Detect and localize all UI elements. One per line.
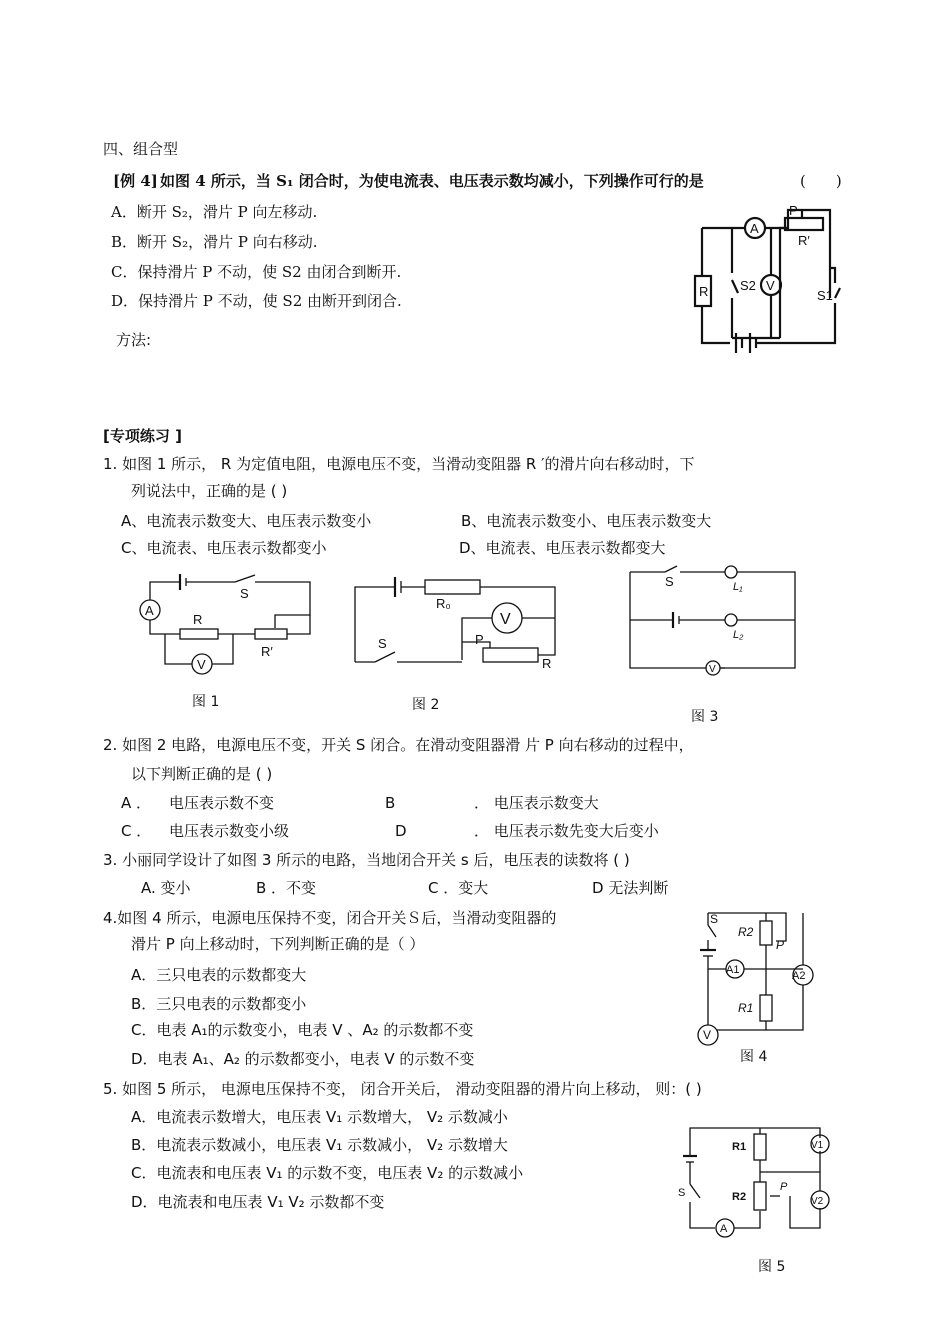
figure-2-circuit: [350, 570, 565, 680]
q4-line1: 4.如图 4 所示，电源电压保持不变，闭合开关Ｓ后，当滑动变阻器的: [103, 909, 557, 927]
fig4-p-label: P: [776, 938, 785, 952]
q2-option-b-letter: B: [385, 794, 396, 812]
practice-heading: [专项练习 ]: [103, 427, 182, 445]
fig4-r2-label: R2: [738, 925, 754, 939]
fig5-v2-label: V2: [811, 1196, 824, 1207]
q2-option-d: ． 电压表示数先变大后变小: [474, 822, 659, 840]
example-option-d: D．保持滑片 P 不动，使 S2 由断开到闭合.: [111, 292, 402, 310]
fig3-l1-label: L₁: [733, 581, 743, 593]
figure-3-caption: 图 3: [691, 709, 719, 725]
q4-option-b: B．三只电表的示数都变小: [131, 995, 307, 1013]
q3-option-d: D 无法判断: [592, 879, 669, 897]
q4-option-d: D．电表 A₁、A₂ 的示数都变小，电表 V 的示数不变: [131, 1050, 475, 1068]
fig1-r-label: R: [193, 612, 203, 627]
q1-option-d: D、电流表、电压表示数都变大: [459, 539, 666, 557]
fig-ex-ammeter-label: A: [750, 221, 759, 236]
method-label: 方法:: [116, 331, 152, 349]
fig5-p-label: P: [780, 1181, 788, 1193]
fig3-s-label: S: [665, 574, 674, 589]
q2-option-c-letter: C ．: [121, 822, 152, 840]
figure-5-caption: 图 5: [758, 1259, 786, 1275]
q3-option-c: C ．变大: [428, 879, 489, 897]
example-blank: ( ): [800, 172, 842, 190]
example-option-a: A．断开 S₂，滑片 P 向左移动.: [111, 203, 318, 221]
q4-line2: 滑片 P 向上移动时，下列判断正确的是（ ）: [131, 935, 425, 953]
q4-option-c: C．电表 A₁的示数变小，电表 V 、A₂ 的示数都不变: [131, 1021, 474, 1039]
fig1-rprime-label: R′: [261, 644, 273, 659]
section-heading: 四、组合型: [103, 140, 179, 158]
fig4-s-label: S: [710, 912, 719, 926]
q1-line1: 1. 如图 1 所示， R 为定值电阻，电源电压不变，当滑动变阻器 R ′的滑片向右移动时，下: [103, 455, 695, 473]
fig3-v-label: V: [709, 664, 716, 675]
fig-ex-s2-label: S2: [740, 278, 756, 293]
figure-4-caption: 图 4: [740, 1049, 768, 1065]
q2-line2: 以下判断正确的是 ( ): [131, 765, 273, 783]
q3-option-b: B ．不变: [256, 879, 317, 897]
fig4-r1-label: R1: [738, 1001, 754, 1015]
example-stem: 如图 4 所示，当 S₁ 闭合时，为使电流表、电压表示数均减小，下列操作可行的是: [160, 172, 704, 190]
fig2-r0-label: R₀: [436, 596, 451, 611]
q1-option-c: C、电流表、电压表示数都变小: [121, 539, 327, 557]
q4-option-a: A．三只电表的示数都变大: [131, 966, 307, 984]
fig2-p-label: P: [475, 632, 484, 647]
fig2-v-label: V: [500, 611, 511, 628]
q5-option-a: A．电流表示数增大，电压表 V₁ 示数增大， V₂ 示数减小: [131, 1108, 508, 1126]
figure-2-caption: 图 2: [412, 697, 440, 713]
fig3-l2-label: L₂: [733, 629, 744, 641]
fig2-r-label: R: [542, 656, 552, 671]
fig1-a-label: A: [145, 603, 154, 618]
fig5-r2-label: R2: [732, 1191, 747, 1203]
example-option-b: B．断开 S₂，滑片 P 向右移动.: [111, 233, 318, 251]
q5-option-c: C．电流表和电压表 V₁ 的示数不变，电压表 V₂ 的示数减小: [131, 1164, 524, 1182]
q5-line1: 5. 如图 5 所示， 电源电压保持不变， 闭合开关后， 滑动变阻器的滑片向上移动， 则：( ): [103, 1080, 702, 1098]
figure-1-circuit: [135, 570, 320, 685]
fig5-v1-label: V1: [811, 1140, 824, 1151]
q3-line1: 3. 小丽同学设计了如图 3 所示的电路，当地闭合开关 s 后，电压表的读数将 ( ): [103, 851, 630, 869]
fig4-a1-label: A1: [726, 964, 740, 976]
fig-ex-p-label: P: [789, 203, 798, 218]
q5-option-d: D．电流表和电压表 V₁ V₂ 示数都不变: [131, 1193, 385, 1211]
figure-1-caption: 图 1: [192, 694, 220, 710]
q2-option-a: 电压表示数不变: [169, 794, 275, 812]
fig4-a2-label: A2: [792, 970, 806, 982]
q2-line1: 2. 如图 2 电路，电源电压不变，开关 S 闭合。在滑动变阻器滑 片 P 向右移动的过程中，: [103, 736, 694, 754]
fig2-s-label: S: [378, 636, 387, 651]
q5-option-b: B．电流表示数减小，电压表 V₁ 示数减小， V₂ 示数增大: [131, 1136, 508, 1154]
example-tag: [例 4]: [113, 172, 158, 190]
q3-option-a: A. 变小: [141, 879, 191, 897]
fig1-v-label: V: [197, 657, 206, 672]
figure-5-circuit: [680, 1116, 830, 1241]
fig5-r1-label: R1: [732, 1141, 747, 1153]
q1-option-a: A、电流表示数变大、电压表示数变小: [121, 512, 372, 530]
q1-option-b: B、电流表示数变小、电压表示数变大: [461, 512, 712, 530]
q2-option-b: ． 电压表示数变大: [474, 794, 599, 812]
fig1-s-label: S: [240, 586, 249, 601]
fig-ex-rprime-label: R′: [798, 233, 810, 248]
example-option-c: C．保持滑片 P 不动，使 S2 由闭合到断开.: [111, 263, 402, 281]
figure-4-circuit: [688, 905, 828, 1042]
fig5-a-label: A: [720, 1223, 728, 1235]
fig4-v-label: V: [703, 1028, 712, 1042]
fig-ex-r-label: R: [699, 284, 709, 299]
figure-3-circuit: [625, 566, 800, 674]
q1-line2: 列说法中，正确的是 ( ): [131, 482, 288, 500]
fig-ex-s1-label: S1: [817, 288, 833, 303]
q2-option-d-letter: D: [395, 822, 407, 840]
example-circuit-figure: [690, 198, 860, 358]
q2-option-c: 电压表示数变小级: [169, 822, 290, 840]
fig5-s-label: S: [678, 1187, 686, 1199]
fig-ex-voltmeter-label: V: [766, 278, 775, 293]
q2-option-a-letter: A ．: [121, 794, 152, 812]
